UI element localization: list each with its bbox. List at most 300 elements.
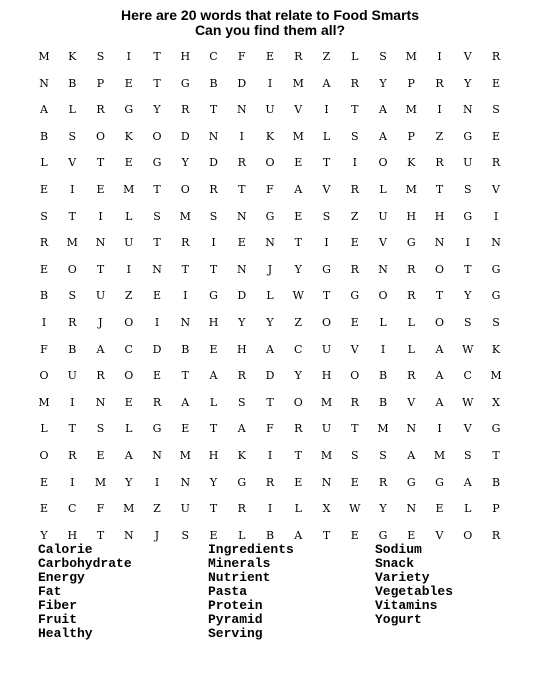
grid-letter: A	[407, 449, 416, 462]
grid-letter: G	[322, 262, 331, 276]
grid-letter: L	[238, 528, 246, 542]
grid-letter: M	[38, 50, 50, 63]
grid-letter: M	[490, 369, 502, 383]
grid-letter: N	[39, 76, 49, 90]
grid-letter: G	[463, 209, 473, 223]
grid-row	[0, 76, 540, 92]
grid-letter: X	[322, 502, 331, 516]
grid-row	[0, 262, 540, 278]
grid-letter: S	[96, 422, 105, 436]
grid-letter: B	[378, 395, 388, 409]
grid-letter: L	[379, 183, 387, 196]
grid-letter: E	[294, 475, 303, 489]
grid-letter: I	[352, 156, 357, 170]
grid-letter: G	[406, 475, 416, 489]
grid-letter: V	[322, 183, 331, 196]
grid-letter: P	[96, 76, 105, 90]
word-column	[208, 543, 294, 641]
grid-letter: T	[96, 156, 105, 170]
grid-letter: U	[378, 209, 388, 223]
grid-letter: G	[180, 76, 190, 90]
grid-letter: L	[40, 156, 48, 170]
grid-letter: I	[324, 103, 329, 117]
grid-letter: N	[265, 236, 275, 250]
grid-letter: S	[322, 209, 331, 223]
grid-letter: E	[294, 156, 303, 170]
grid-letter: P	[407, 76, 415, 90]
grid-letter: A	[40, 103, 48, 117]
grid-letter: N	[208, 129, 219, 143]
grid-letter: T	[209, 103, 218, 117]
grid-letter: S	[463, 183, 472, 196]
grid-letter: R	[237, 502, 246, 516]
grid-letter: J	[267, 262, 273, 276]
grid-letter: Y	[464, 76, 472, 90]
grid-letter: A	[237, 422, 246, 436]
word-list-item: Calorie	[38, 542, 93, 557]
grid-letter: G	[491, 289, 501, 303]
grid-letter: Y	[379, 502, 387, 516]
grid-letter: N	[406, 422, 417, 436]
grid-letter: T	[435, 183, 444, 196]
grid-letter: V	[463, 422, 472, 436]
grid-letter: E	[350, 236, 359, 250]
grid-letter: D	[180, 129, 190, 143]
grid-letter: W	[462, 342, 474, 356]
grid-letter: E	[435, 502, 444, 516]
grid-letter: U	[67, 369, 77, 383]
grid-letter: N	[378, 262, 388, 276]
grid-letter: E	[39, 475, 49, 489]
word-list-item: Energy	[38, 570, 85, 585]
grid-letter: T	[294, 449, 302, 462]
grid-letter: A	[266, 342, 274, 356]
word-list-item: Vegetables	[375, 584, 454, 599]
grid-letter: B	[68, 76, 77, 90]
grid-letter: Z	[294, 316, 303, 329]
grid-letter: S	[350, 449, 359, 462]
grid-letter: B	[39, 289, 49, 303]
grid-letter: T	[351, 422, 359, 436]
grid-letter: O	[321, 316, 332, 329]
grid-letter: N	[152, 262, 162, 276]
grid-letter: T	[322, 289, 331, 303]
grid-letter: L	[351, 50, 359, 63]
grid-letter: G	[378, 528, 388, 542]
grid-letter: O	[124, 369, 134, 383]
grid-letter: N	[236, 103, 247, 117]
grid-letter: H	[321, 369, 332, 383]
grid-letter: L	[407, 316, 415, 329]
grid-letter: N	[180, 475, 191, 489]
grid-letter: E	[124, 395, 133, 409]
grid-letter: S	[379, 50, 387, 63]
grid-letter: Y	[153, 103, 161, 117]
grid-letter: Z	[322, 50, 331, 63]
grid-letter: R	[350, 262, 359, 276]
grid-letter: N	[95, 236, 106, 250]
grid-letter: A	[435, 369, 444, 383]
grid-row	[0, 368, 540, 384]
grid-letter: R	[407, 289, 416, 303]
grid-letter: Y	[464, 289, 472, 303]
grid-letter: W	[292, 289, 304, 303]
grid-letter: E	[124, 156, 133, 170]
grid-letter: I	[126, 50, 131, 63]
grid-letter: M	[179, 449, 191, 462]
grid-letter: F	[266, 183, 274, 196]
grid-letter: T	[209, 422, 218, 436]
grid-letter: R	[237, 156, 246, 170]
grid-letter: C	[463, 369, 472, 383]
grid-letter: R	[491, 50, 501, 63]
grid-letter: N	[123, 528, 134, 542]
grid-letter: B	[209, 76, 218, 90]
grid-letter: T	[153, 76, 161, 90]
word-list-item: Fruit	[38, 612, 78, 627]
grid-letter: I	[211, 236, 216, 250]
grid-letter: A	[379, 129, 387, 143]
word-column	[38, 543, 132, 641]
grid-letter: V	[407, 395, 416, 409]
grid-letter: S	[379, 449, 387, 462]
grid-letter: S	[68, 289, 77, 303]
grid-letter: A	[124, 449, 133, 462]
grid-letter: E	[181, 422, 190, 436]
grid-letter: C	[124, 342, 133, 356]
grid-letter: M	[123, 183, 135, 196]
grid-letter: L	[294, 502, 302, 516]
grid-letter: N	[180, 316, 191, 329]
grid-letter: S	[153, 209, 161, 223]
grid-letter: S	[181, 528, 190, 542]
grid-letter: T	[322, 156, 331, 170]
grid-letter: O	[95, 129, 106, 143]
grid-letter: T	[209, 262, 218, 276]
grid-letter: Y	[238, 316, 246, 329]
word-list-item: Minerals	[208, 556, 271, 571]
grid-row	[0, 235, 540, 251]
grid-letter: B	[265, 528, 275, 542]
grid-letter: Z	[350, 209, 359, 223]
grid-letter: X	[492, 395, 500, 409]
grid-letter: K	[68, 50, 77, 63]
grid-letter: D	[237, 76, 247, 90]
grid-letter: M	[405, 183, 417, 196]
grid-row	[0, 501, 540, 517]
grid-letter: J	[154, 528, 160, 542]
grid-letter: R	[294, 422, 303, 436]
grid-row	[0, 102, 540, 118]
grid-letter: T	[96, 528, 105, 542]
grid-letter: I	[380, 342, 386, 356]
grid-letter: T	[68, 209, 76, 223]
grid-letter: H	[180, 50, 191, 63]
grid-letter: R	[181, 103, 190, 117]
grid-letter: H	[236, 342, 247, 356]
grid-letter: C	[68, 502, 77, 516]
grid-letter: S	[350, 129, 359, 143]
grid-letter: B	[378, 369, 388, 383]
grid-letter: I	[267, 502, 273, 516]
grid-letter: O	[378, 156, 388, 170]
grid-letter: H	[434, 209, 445, 223]
grid-letter: U	[265, 103, 275, 117]
grid-letter: T	[209, 502, 218, 516]
grid-letter: Y	[125, 475, 133, 489]
word-list-item: Healthy	[38, 626, 93, 641]
grid-letter: M	[66, 236, 78, 250]
grid-letter: S	[463, 316, 472, 329]
grid-letter: B	[491, 475, 501, 489]
grid-letter: M	[320, 395, 333, 409]
grid-letter: Y	[209, 475, 218, 489]
grid-letter: R	[237, 369, 246, 383]
grid-letter: T	[492, 449, 500, 462]
grid-letter: M	[405, 50, 417, 63]
grid-letter: L	[266, 289, 274, 303]
grid-letter: F	[96, 502, 105, 516]
grid-letter: I	[493, 209, 499, 223]
grid-row	[0, 342, 540, 358]
grid-letter: M	[320, 449, 333, 462]
grid-letter: E	[96, 183, 105, 196]
grid-letter: K	[124, 129, 133, 143]
grid-letter: O	[67, 262, 77, 276]
grid-letter: A	[435, 395, 444, 409]
grid-letter: R	[350, 76, 359, 90]
grid-letter: F	[40, 342, 48, 356]
grid-letter: I	[70, 395, 75, 409]
grid-letter: I	[324, 236, 329, 250]
grid-letter: Z	[124, 289, 133, 303]
grid-letter: A	[209, 369, 218, 383]
grid-letter: S	[492, 316, 500, 329]
grid-letter: M	[94, 475, 107, 489]
grid-letter: M	[38, 395, 50, 409]
grid-letter: G	[265, 209, 275, 223]
grid-letter: G	[406, 236, 416, 250]
grid-letter: L	[40, 422, 48, 436]
grid-letter: L	[407, 342, 415, 356]
grid-letter: F	[266, 422, 274, 436]
grid-letter: R	[435, 156, 444, 170]
grid-letter: I	[437, 422, 442, 436]
grid-letter: R	[435, 76, 444, 90]
puzzle-subtitle: Can you find them all?	[194, 22, 346, 38]
grid-letter: H	[67, 528, 78, 542]
grid-letter: Y	[379, 76, 387, 90]
grid-row	[0, 475, 540, 491]
grid-letter: V	[294, 103, 303, 117]
grid-letter: U	[463, 156, 473, 170]
grid-letter: V	[350, 342, 359, 356]
word-list-item: Ingredients	[208, 542, 294, 557]
grid-letter: W	[349, 502, 361, 516]
grid-letter: W	[462, 395, 474, 409]
grid-letter: O	[434, 316, 445, 329]
grid-letter: T	[351, 103, 359, 117]
grid-letter: I	[70, 475, 75, 489]
grid-letter: Y	[266, 316, 274, 329]
grid-row	[0, 209, 540, 225]
grid-letter: U	[180, 502, 190, 516]
grid-letter: U	[321, 342, 332, 356]
grid-letter: E	[350, 528, 359, 542]
word-list-item: Snack	[375, 556, 415, 571]
grid-letter: I	[183, 289, 188, 303]
word-list-item: Carbohydrate	[38, 556, 132, 571]
grid-letter: T	[435, 289, 444, 303]
grid-letter: I	[154, 316, 160, 329]
puzzle-title: Here are 20 words that relate to Food Smarts	[121, 7, 419, 23]
grid-letter: E	[152, 289, 162, 303]
grid-letter: N	[321, 475, 332, 489]
grid-letter: A	[379, 103, 387, 117]
grid-letter: A	[463, 475, 472, 489]
grid-letter: N	[406, 502, 417, 516]
grid-letter: D	[152, 342, 162, 356]
word-list-item: Fat	[38, 584, 62, 599]
grid-letter: R	[96, 103, 105, 117]
grid-letter: J	[98, 316, 103, 329]
grid-letter: R	[350, 395, 359, 409]
grid-letter: M	[377, 422, 389, 436]
grid-letter: O	[293, 395, 303, 409]
grid-letter: E	[209, 342, 218, 356]
grid-letter: G	[435, 475, 444, 489]
grid-letter: S	[492, 103, 500, 117]
word-list-item: Sodium	[375, 542, 422, 557]
grid-letter: N	[95, 395, 106, 409]
grid-letter: O	[463, 528, 473, 542]
grid-letter: V	[68, 156, 77, 170]
grid-letter: O	[180, 183, 190, 196]
grid-letter: O	[124, 316, 134, 329]
grid-letter: U	[95, 289, 106, 303]
grid-letter: L	[379, 316, 387, 329]
grid-letter: Z	[153, 502, 161, 516]
grid-letter: E	[237, 236, 246, 250]
grid-letter: V	[435, 528, 444, 542]
grid-letter: R	[152, 395, 162, 409]
grid-letter: L	[464, 502, 472, 516]
word-list-item: Variety	[375, 570, 430, 585]
grid-letter: H	[208, 449, 219, 462]
grid-letter: G	[152, 156, 162, 170]
grid-letter: M	[123, 502, 135, 516]
grid-letter: Y	[40, 528, 48, 542]
grid-letter: G	[209, 289, 218, 303]
grid-letter: R	[378, 475, 388, 489]
grid-letter: U	[321, 422, 332, 436]
grid-letter: R	[265, 475, 275, 489]
grid-letter: M	[433, 449, 446, 462]
grid-letter: R	[68, 449, 77, 462]
grid-letter: T	[153, 50, 161, 63]
grid-letter: O	[350, 369, 360, 383]
grid-letter: E	[96, 449, 105, 462]
grid-letter: R	[491, 528, 501, 542]
grid-row	[0, 288, 540, 304]
grid-letter: N	[236, 262, 247, 276]
grid-letter: V	[492, 183, 500, 196]
grid-letter: E	[39, 183, 49, 196]
grid-letter: Y	[181, 156, 189, 170]
grid-letter: G	[350, 289, 360, 303]
grid-row	[0, 448, 540, 464]
grid-row	[0, 421, 540, 437]
grid-letter: I	[437, 50, 442, 63]
grid-letter: B	[68, 342, 77, 356]
grid-letter: R	[294, 50, 303, 63]
grid-letter: R	[407, 262, 416, 276]
grid-letter: A	[294, 183, 303, 196]
grid-letter: E	[350, 475, 359, 489]
grid-letter: E	[124, 76, 133, 90]
grid-letter: T	[68, 422, 76, 436]
grid-letter: K	[491, 342, 501, 356]
grid-letter: R	[209, 183, 218, 196]
grid-letter: T	[181, 369, 189, 383]
grid-letter: T	[294, 236, 302, 250]
grid-letter: L	[125, 422, 133, 436]
grid-letter: T	[464, 262, 472, 276]
grid-letter: Y	[294, 262, 302, 276]
grid-letter: N	[434, 236, 445, 250]
grid-letter: M	[292, 76, 304, 90]
grid-letter: T	[238, 183, 246, 196]
grid-letter: N	[236, 209, 247, 223]
grid-letter: E	[491, 129, 501, 143]
grid-letter: V	[379, 236, 387, 250]
grid-letter: I	[465, 236, 470, 250]
grid-letter: S	[40, 209, 48, 223]
grid-letter: E	[350, 316, 359, 329]
grid-row	[0, 315, 540, 331]
grid-letter: M	[405, 103, 417, 117]
grid-letter: T	[153, 236, 161, 250]
grid-letter: I	[154, 475, 160, 489]
grid-letter: B	[39, 129, 49, 143]
grid-letter: R	[68, 316, 77, 329]
grid-letter: T	[322, 528, 331, 542]
grid-letter: I	[267, 449, 273, 462]
grid-letter: A	[322, 76, 331, 90]
grid-letter: E	[294, 209, 303, 223]
grid-letter: Z	[435, 129, 444, 143]
grid-letter: T	[153, 183, 161, 196]
grid-letter: O	[39, 369, 49, 383]
grid-letter: L	[125, 209, 133, 223]
word-list-item: Pasta	[208, 584, 248, 599]
grid-letter: H	[406, 209, 417, 223]
grid-letter: I	[41, 316, 47, 329]
grid-letter: S	[209, 209, 218, 223]
grid-letter: V	[463, 50, 472, 63]
grid-letter: T	[266, 395, 274, 409]
grid-letter: K	[265, 129, 275, 143]
grid-letter: R	[181, 236, 190, 250]
grid-row	[0, 129, 540, 145]
word-column	[375, 543, 453, 627]
word-list-item: Protein	[208, 598, 263, 613]
grid-letter: T	[96, 262, 105, 276]
grid-row	[0, 395, 540, 411]
grid-letter: L	[209, 395, 218, 409]
grid-letter: S	[463, 449, 472, 462]
grid-letter: I	[267, 76, 273, 90]
